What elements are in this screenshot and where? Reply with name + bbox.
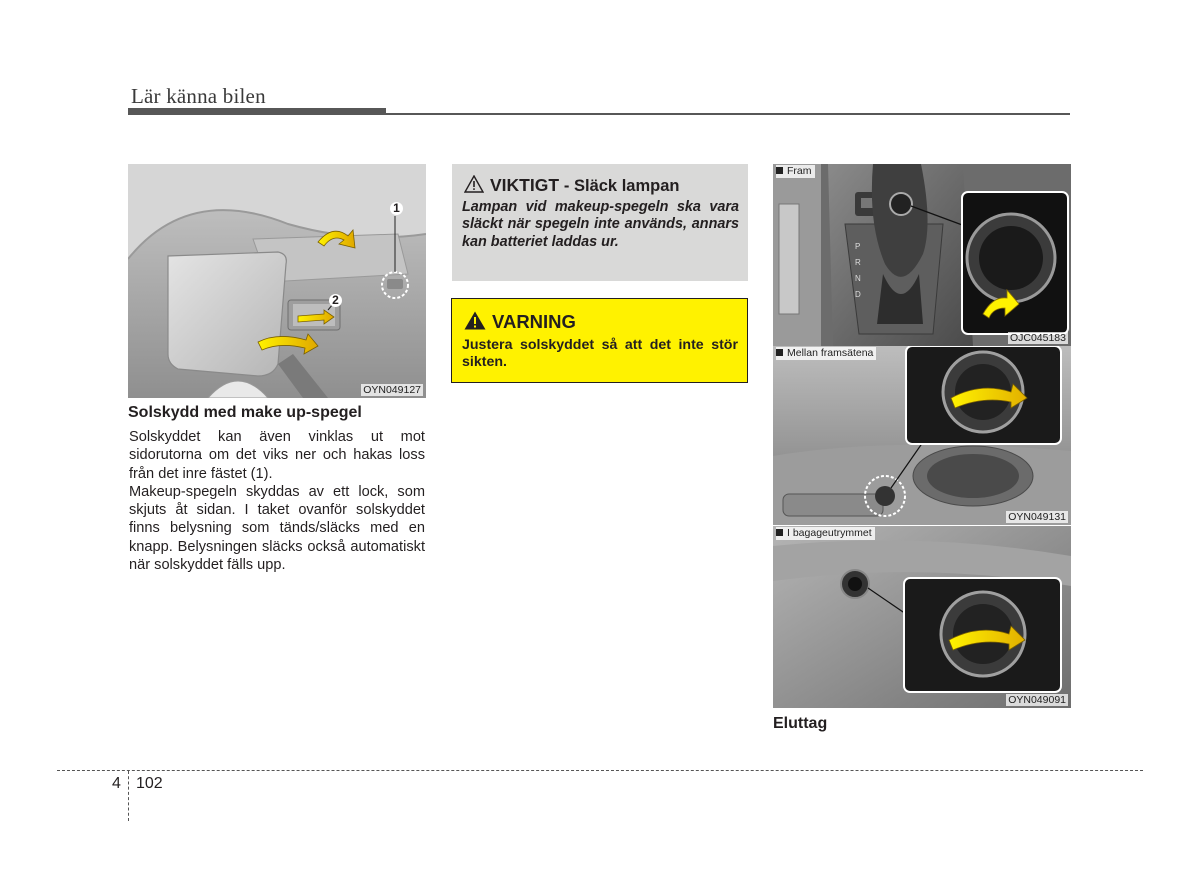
header-rule-thin xyxy=(386,113,1070,115)
sunvisor-heading: Solskydd med make up-spegel xyxy=(128,404,362,421)
figure-code: OYN049091 xyxy=(1008,694,1066,706)
footer-rule xyxy=(57,770,1143,771)
figure-caption xyxy=(776,347,876,360)
notice-box xyxy=(452,164,748,281)
paragraph: Makeup-spegeln skyddas av ett lock, som skjuts åt sidan. I taket ovanför solskyddet finns belysning som tänds/släcks med en knapp. Belysningen släcks också automatiskt när solskyddet fälls upp. xyxy=(129,483,425,574)
trunk-outlet-illustration xyxy=(773,526,1071,708)
middle-outlet-illustration xyxy=(773,346,1071,525)
warning-text: Justera solskyddet så att det inte stör sikten. xyxy=(462,337,738,371)
notice-text: Lampan vid makeup-spegeln ska vara släckt när spegeln inte används, annars kan batteriet laddas ur. xyxy=(462,199,739,250)
callout-2: 2 xyxy=(329,294,342,307)
figure-code: OJC045183 xyxy=(1009,332,1066,344)
caption-text: Fram xyxy=(787,165,812,177)
figure-code: OYN049127 xyxy=(363,384,421,396)
warning-triangle-icon xyxy=(464,311,486,335)
notice-subtitle: - Släck lampan xyxy=(563,177,680,195)
sunvisor-body xyxy=(129,428,425,574)
caption-text: I bagageutrymmet xyxy=(787,527,872,539)
notice-label: VIKTIGT xyxy=(490,175,560,195)
chapter-number: 4 xyxy=(112,775,121,792)
outlet-heading: Eluttag xyxy=(773,715,828,732)
warning-label: VARNING xyxy=(492,311,576,332)
gear-letter: N xyxy=(855,274,861,283)
section-title: Lär känna bilen xyxy=(131,84,266,108)
paragraph: Solskyddet kan även vinklas ut mot sidorutorna om det viks ner och hakas loss från det inre fästet (1). xyxy=(129,429,425,482)
caution-triangle-icon xyxy=(464,175,484,198)
gear-letter: D xyxy=(855,290,861,299)
gear-letter: P xyxy=(855,242,861,251)
gear-letter: R xyxy=(855,258,861,267)
sunvisor-illustration xyxy=(128,164,426,398)
caption-text: Mellan framsätena xyxy=(787,347,874,359)
warning-box xyxy=(451,298,748,383)
callout-1: 1 xyxy=(390,202,403,215)
figure-caption xyxy=(776,165,815,178)
footer-divider xyxy=(128,771,129,821)
header-rule-thick xyxy=(128,108,386,115)
figure-caption xyxy=(776,527,875,540)
figure-code: OYN049131 xyxy=(1008,511,1066,523)
warning-title xyxy=(464,311,576,335)
page-number: 102 xyxy=(136,775,163,792)
front-outlet-illustration xyxy=(773,164,1071,346)
notice-title xyxy=(464,175,679,198)
